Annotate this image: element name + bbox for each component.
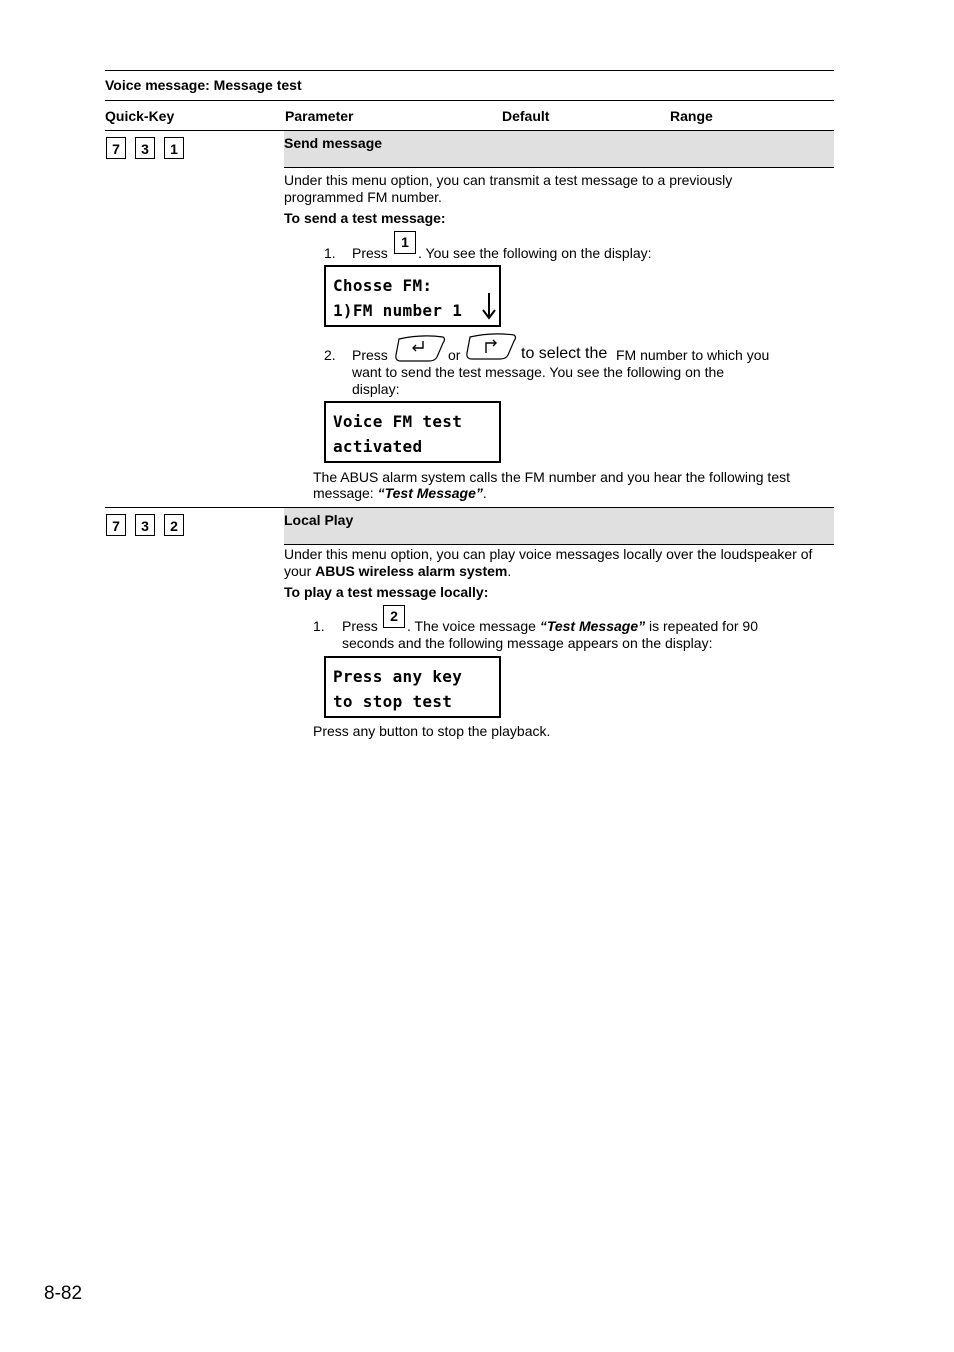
section-bar-local-play: [284, 508, 834, 545]
step-text: Press: [352, 347, 388, 363]
step-text: . The voice message “Test Message” is repeated for 90: [407, 618, 758, 634]
instruction-heading: To play a test message locally:: [284, 584, 489, 600]
column-header-parameter: Parameter: [285, 108, 354, 124]
lcd-line: to stop test: [333, 692, 453, 711]
closing-text: Press any button to stop the playback.: [313, 723, 551, 739]
lcd-line: activated: [333, 437, 423, 456]
step-text: . You see the following on the display:: [418, 245, 652, 261]
step-text: Press: [352, 245, 388, 261]
section-title: Local Play: [284, 512, 354, 528]
closing-text: message: “Test Message”.: [313, 485, 487, 501]
step-text: display:: [352, 381, 400, 397]
step-number: 1.: [324, 245, 336, 261]
section-intro: Under this menu option, you can play voice messages locally over the loudspeaker of: [284, 546, 813, 562]
step-text: want to send the test message. You see the following on the: [352, 364, 725, 380]
step-text: seconds and the following message appears on the display:: [342, 635, 713, 651]
key-1-icon: 1: [394, 231, 416, 254]
closing-text: The ABUS alarm system calls the FM number and you hear the following test: [313, 469, 790, 485]
step-text: to select the: [521, 345, 608, 362]
page-number: 8-82: [44, 1283, 83, 1304]
column-header-default: Default: [502, 108, 550, 124]
step-text: Press: [342, 618, 378, 634]
title-rule: [105, 100, 834, 101]
lcd-line: Chosse FM:: [333, 276, 433, 295]
lcd-display: [324, 265, 501, 327]
top-rule: [105, 70, 834, 71]
section-bar-send-message: [284, 131, 834, 168]
lcd-display: [324, 401, 501, 463]
lcd-line: Voice FM test: [333, 412, 463, 431]
arrow-down-icon: [482, 291, 496, 321]
key-2-icon: 2: [383, 605, 405, 628]
quick-key-3: 3: [135, 137, 155, 159]
step-text: or: [448, 347, 461, 363]
column-header-quick-key: Quick-Key: [105, 108, 175, 124]
scroll-up-key-icon: [464, 331, 518, 361]
section-title: Send message: [284, 135, 383, 151]
lcd-line: Press any key: [333, 667, 463, 686]
quick-key-2: 2: [164, 514, 184, 536]
scroll-down-key-icon: [393, 333, 447, 363]
step-number: 1.: [313, 618, 325, 634]
section-intro: your ABUS wireless alarm system.: [284, 563, 512, 579]
quick-key-7: 7: [106, 514, 126, 536]
section-intro: Under this menu option, you can transmit a test message to a previously programmed FM number.: [284, 172, 733, 205]
lcd-display: [324, 656, 501, 718]
quick-key-3: 3: [135, 514, 155, 536]
column-header-range: Range: [670, 108, 713, 124]
table-title: Voice message: Message test: [105, 77, 302, 93]
step-number: 2.: [324, 347, 336, 363]
lcd-line: 1)FM number 1: [333, 301, 463, 320]
step-text: FM number to which you: [616, 347, 770, 363]
quick-key-1: 1: [164, 137, 184, 159]
quick-key-7: 7: [106, 137, 126, 159]
instruction-heading: To send a test message:: [284, 210, 446, 226]
